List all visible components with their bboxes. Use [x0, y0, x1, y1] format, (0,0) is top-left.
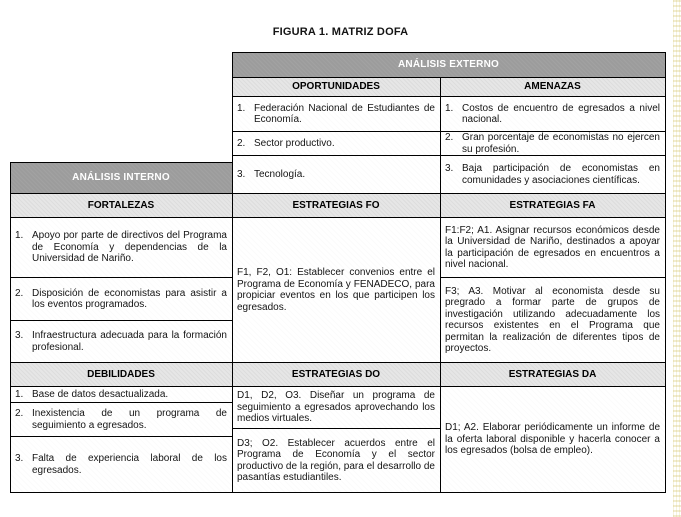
list-item — [15, 453, 227, 476]
list-item — [15, 330, 227, 353]
item-text: Costos de encuentro de egresados a nivel nacional. — [462, 102, 660, 125]
strategy-text: F1, F2, O1: Establecer convenios entre el Programa de Economía y FENADECO, para propiciar eventos en los que participen los egresados. — [237, 267, 435, 313]
da-strategy-cell — [440, 386, 666, 493]
figure-title: FIGURA 1. MATRIZ DOFA — [272, 26, 409, 38]
item-text: Base de datos desactualizada. — [32, 388, 169, 400]
opportunity-item-3 — [232, 155, 441, 194]
list-item — [445, 132, 660, 155]
list-item — [445, 163, 660, 186]
item-number: 3. — [445, 163, 454, 174]
item-text: Sector productivo. — [254, 137, 335, 149]
strengths-header: FORTALEZAS — [10, 193, 233, 218]
list-item — [15, 230, 227, 265]
internal-analysis-header: ANÁLISIS INTERNO — [10, 162, 233, 194]
fo-strategy-cell — [232, 217, 441, 363]
item-text: Disposición de economistas para asistir a los eventos programados. — [32, 287, 227, 310]
do-strategies-header: ESTRATEGIAS DO — [232, 362, 441, 387]
weaknesses-header: DEBILIDADES — [10, 362, 233, 387]
list-item — [237, 138, 435, 150]
item-text: Tecnología. — [254, 168, 306, 180]
item-number: 1. — [445, 102, 454, 114]
item-text: Baja participación de economistas en comunidades y asociaciones científicas. — [462, 163, 660, 186]
item-text: Falta de experiencia laboral de los egresados. — [32, 453, 227, 476]
strategy-text: F1:F2; A1. Asignar recursos económicos desde la Universidad de Nariño, destinados a apoyar la participación de egresados en encuentros a nivel nacional. — [445, 224, 660, 270]
fo-strategies-header: ESTRATEGIAS FO — [232, 193, 441, 218]
strength-item-3 — [10, 320, 233, 363]
item-text: Infraestructura adecuada para la formación profesional. — [32, 330, 227, 353]
da-strategies-header: ESTRATEGIAS DA — [440, 362, 666, 387]
do-strategy-cell-1 — [232, 386, 441, 429]
weakness-item-3 — [10, 436, 233, 493]
strength-item-2 — [10, 277, 233, 321]
list-item — [15, 389, 227, 401]
item-number: 3. — [15, 453, 24, 464]
opportunity-item-2 — [232, 131, 441, 156]
item-number: 1. — [237, 102, 246, 114]
item-number: 2. — [445, 132, 454, 143]
threat-item-2 — [440, 131, 666, 156]
threat-item-1 — [440, 96, 666, 132]
strategy-text: F3; A3. Motivar al economista desde su pregrado a formar parte de grupos de investigación utilizando adecuadamente los recursos existentes en el Programa que permitan la realización de diferentes tipos de proyectos. — [445, 285, 660, 354]
item-number: 1. — [15, 388, 24, 400]
strategy-text: D1; A2. Elaborar periódicamente un informe de la oferta laboral disponible y hacerla conocer a los egresados (bolsa de empleo). — [445, 422, 660, 457]
item-number: 2. — [15, 287, 24, 299]
fa-strategy-cell-1 — [440, 217, 666, 278]
threat-item-3 — [440, 155, 666, 194]
strength-item-1 — [10, 217, 233, 278]
item-number: 3. — [237, 168, 246, 180]
list-item — [15, 408, 227, 431]
do-strategy-cell-2 — [232, 428, 441, 493]
list-item — [237, 103, 435, 126]
item-number: 3. — [15, 330, 24, 341]
list-item — [15, 288, 227, 311]
weakness-item-2 — [10, 402, 233, 437]
opportunity-item-1 — [232, 96, 441, 132]
fa-strategy-cell-2 — [440, 277, 666, 363]
item-number: 1. — [15, 230, 24, 242]
item-number: 2. — [15, 408, 24, 419]
item-text: Apoyo por parte de directivos del Programa de Economía y dependencias de la Universidad de Nariño. — [32, 230, 227, 265]
fa-strategies-header: ESTRATEGIAS FA — [440, 193, 666, 218]
item-text: Inexistencia de un programa de seguimiento a egresados. — [32, 408, 227, 431]
list-item — [445, 103, 660, 126]
item-text: Gran porcentaje de economistas no ejercen su profesión. — [462, 132, 660, 155]
scanned-page-edge — [673, 0, 681, 517]
external-analysis-header: ANÁLISIS EXTERNO — [232, 52, 666, 78]
opportunities-header: OPORTUNIDADES — [232, 77, 441, 97]
item-text: Federación Nacional de Estudiantes de Economía. — [254, 102, 435, 125]
threats-header: AMENAZAS — [440, 77, 666, 97]
list-item — [237, 169, 435, 181]
weakness-item-1 — [10, 386, 233, 403]
strategy-text: D1, D2, O3. Diseñar un programa de seguimiento a egresados aprovechando los medios virtuales. — [237, 390, 435, 425]
strategy-text: D3; O2. Establecer acuerdos entre el Programa de Economía y el sector productivo de la región, para el desarrollo de pasantías estudiantiles. — [237, 437, 435, 483]
item-number: 2. — [237, 137, 246, 149]
